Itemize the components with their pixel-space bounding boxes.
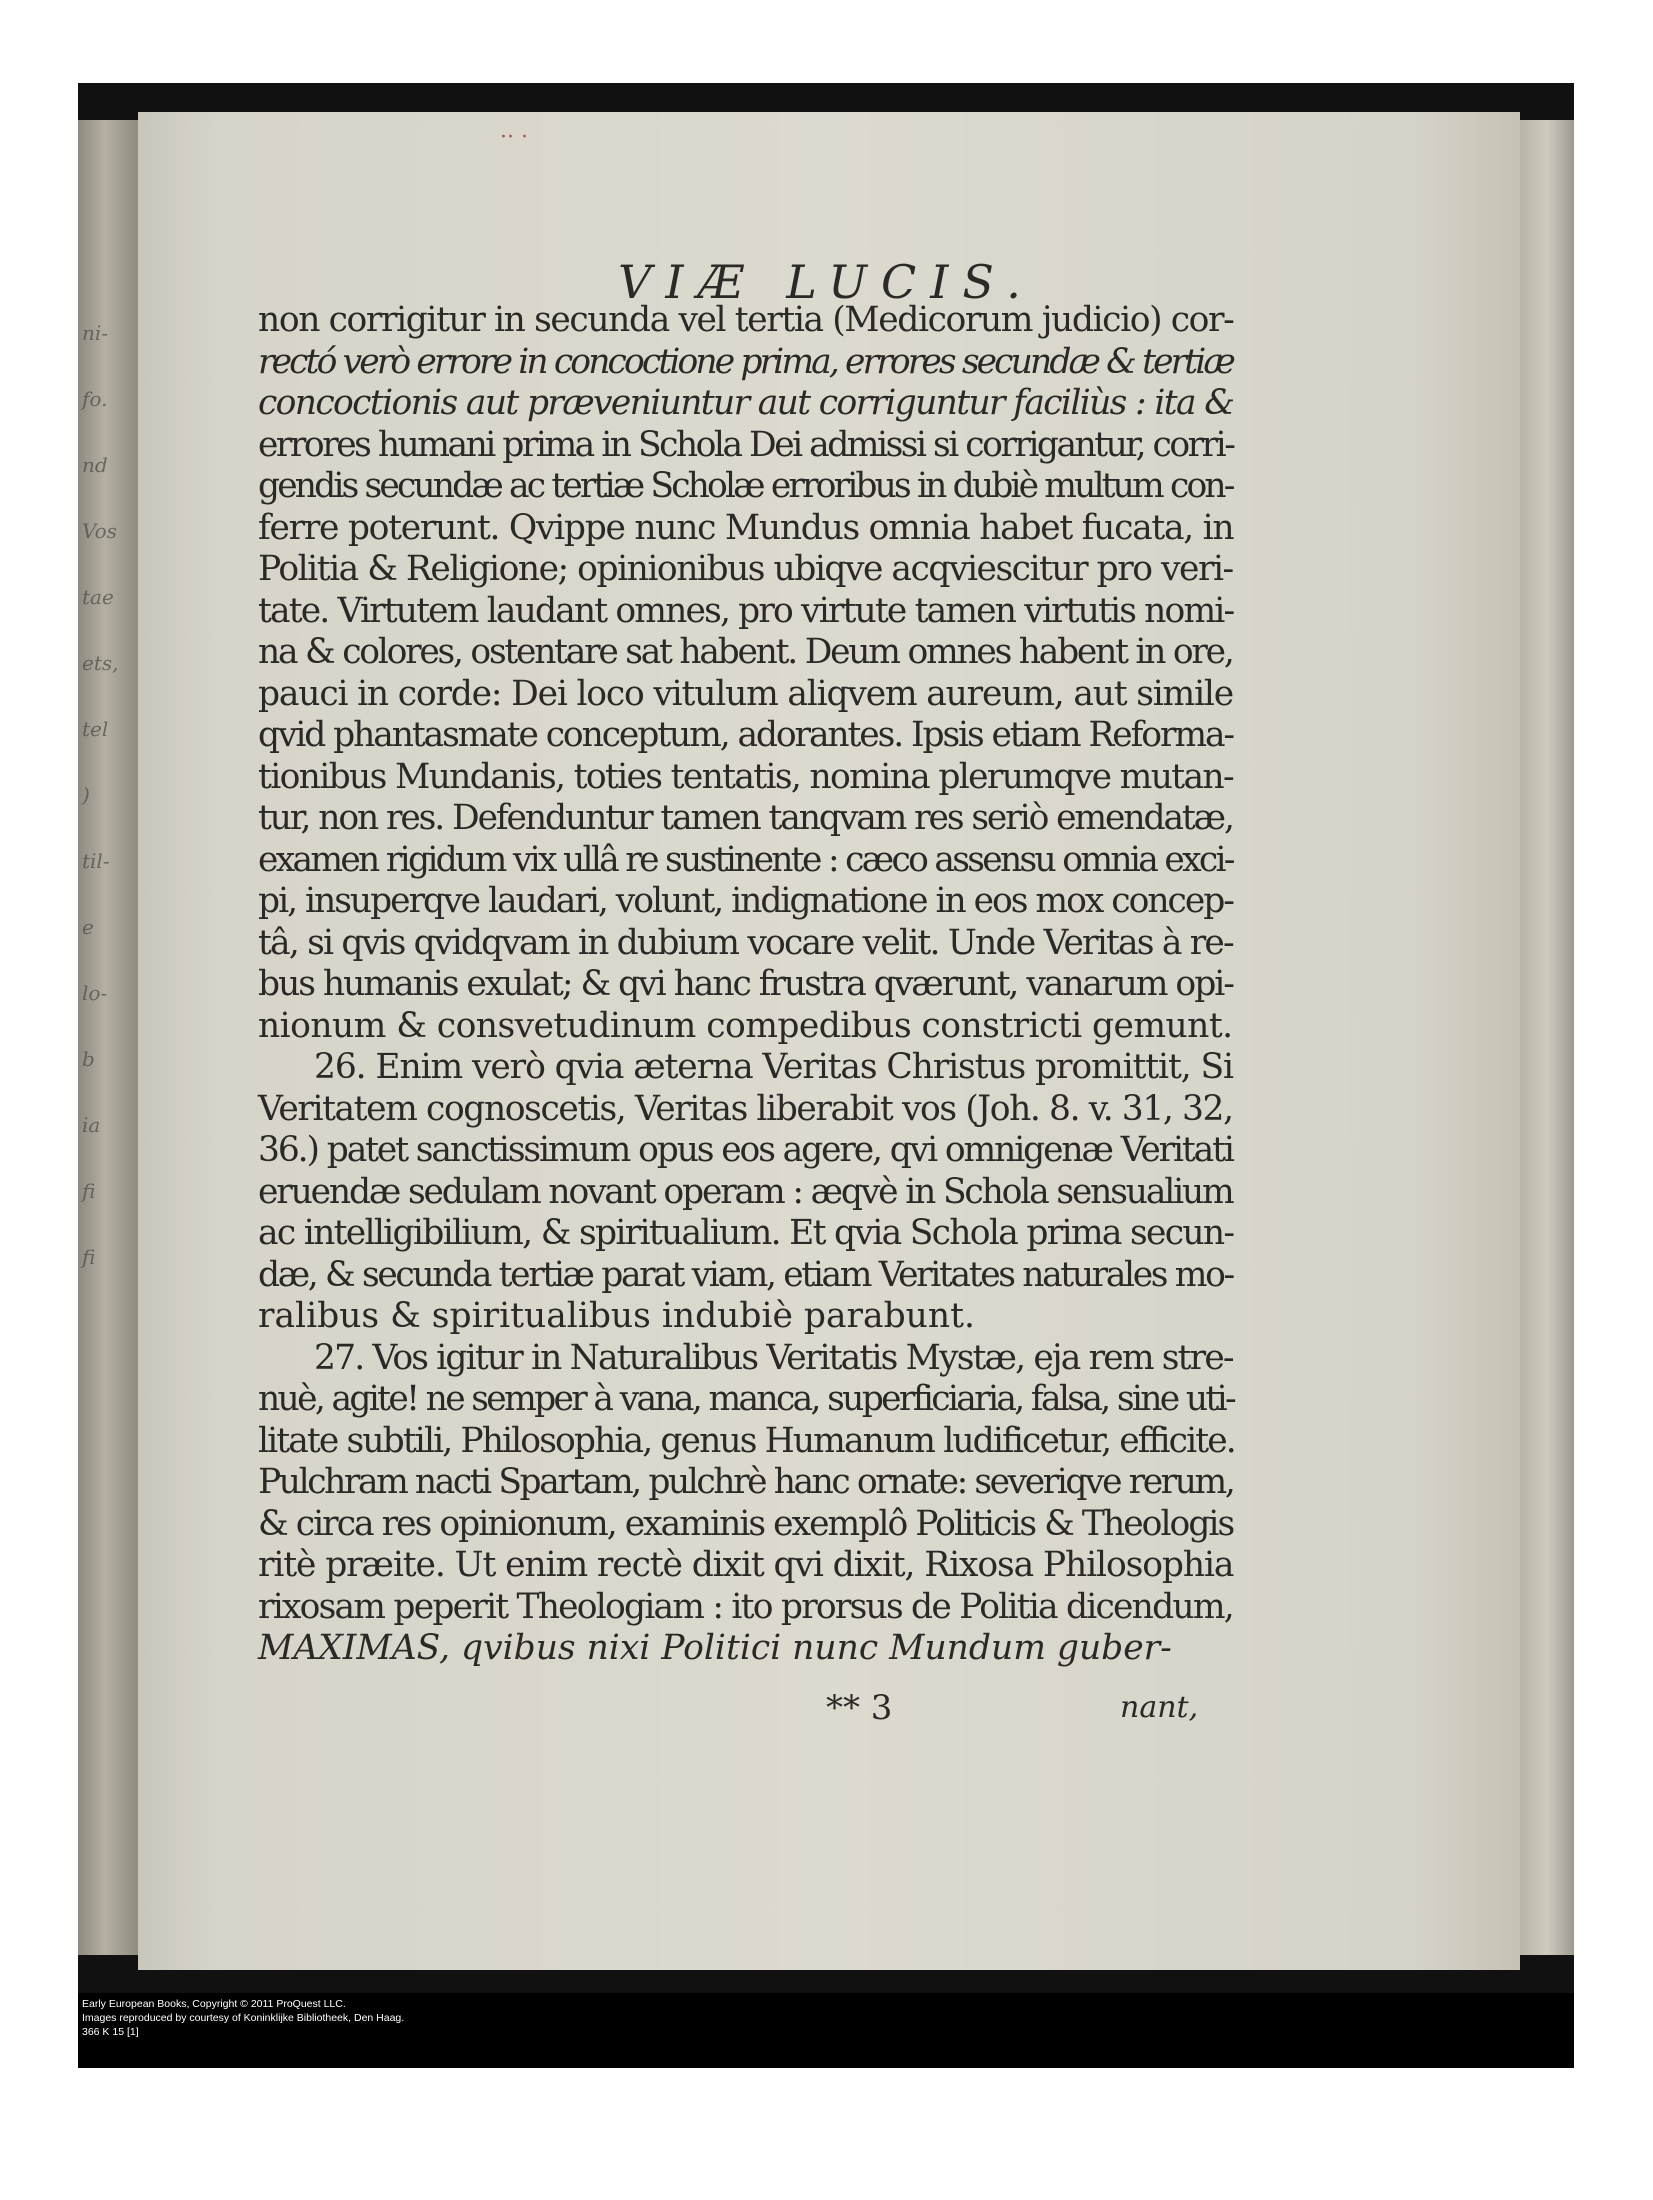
text-line: nionum & consvetudinum compedibus constricti gemunt. (258, 1005, 1233, 1046)
previous-page-fragment: ) (82, 783, 90, 807)
text-line: dæ, & secunda tertiæ parat viam, etiam Veritates naturales mo- (258, 1254, 1233, 1295)
text-line: 26. Enim verò qvia æterna Veritas Christus promittit, Si (314, 1047, 1233, 1087)
previous-page-fragment: e (82, 915, 94, 939)
text-line: bus humanis exulat; & qvi hanc frustra qværunt, vanarum opi- (258, 964, 1233, 1004)
previous-page-fragment: fi (82, 1245, 96, 1269)
text-line: examen rigidum vix ullâ re sustinente : cæco assensu omnia exci- (258, 839, 1233, 880)
text-line: tionibus Mundanis, toties tentatis, nomina plerumqve mutan- (258, 756, 1233, 797)
footer-line-copyright: Early European Books, Copyright © 2011 ProQuest LLC. (82, 1998, 346, 2010)
text-line: Pulchram nacti Spartam, pulchrè hanc ornate: severiqve rerum, (258, 1462, 1234, 1502)
footer-line-shelfmark: 366 K 15 [1] (82, 2026, 139, 2038)
previous-page-fragment: ets, (82, 651, 119, 675)
previous-page-fragment: Vos (82, 519, 117, 543)
text-line: tur, non res. Defenduntur tamen tanqvam res seriò emendatæ, (258, 798, 1233, 838)
text-line: rectó verò errore in concoctione prima, errores secundæ & tertiæ (258, 341, 1233, 382)
text-line: pauci in corde: Dei loco vitulum aliqvem aureum, aut simile (258, 673, 1234, 714)
text-line: gendis secundæ ac tertiæ Scholæ erroribus in dubiè multum con- (258, 466, 1233, 506)
text-line: na & colores, ostentare sat habent. Deum omnes habent in ore, (258, 632, 1233, 672)
text-line: 36.) patet sanctissimum opus eos agere, qvi omnigenæ Veritati (258, 1130, 1233, 1170)
previous-page-fragment: tae (82, 585, 114, 609)
text-line: eruendæ sedulam novant operam : æqvè in Schola sensualium (258, 1171, 1233, 1212)
text-line: Politia & Religione; opinionibus ubiqve acqviescitur pro veri- (258, 549, 1233, 589)
text-line: rixosam peperit Theologiam : ito prorsus de Politia dicendum, (258, 1586, 1233, 1627)
text-line: non corrigitur in secunda vel tertia (Medicorum judicio) cor- (258, 300, 1234, 340)
previous-page-fragment: nd (82, 453, 108, 477)
text-line: ac intelligibilium, & spiritualium. Et qvia Schola prima secun- (258, 1213, 1234, 1253)
binding-edge (1520, 120, 1574, 1955)
previous-page-fragments (82, 300, 132, 1269)
text-line: pi, insuperqve laudari, volunt, indignatione in eos mox concep- (258, 881, 1233, 921)
text-line: qvid phantasmate conceptum, adorantes. Ipsis etiam Reforma- (258, 715, 1233, 755)
previous-page-fragment: fo. (82, 387, 108, 411)
text-line: nuè, agite! ne semper à vana, manca, superficiaria, falsa, sine uti- (258, 1379, 1234, 1419)
page-body-text (258, 300, 1233, 1670)
previous-page-fragment: ia (82, 1113, 101, 1137)
text-line: concoctionis aut præveniuntur aut corriguntur faciliùs : ita & (258, 383, 1234, 423)
previous-page-fragment: b (82, 1047, 95, 1071)
footer-line-courtesy: Images reproduced by courtesy of Koninklijke Bibliotheek, Den Haag. (82, 2012, 405, 2024)
previous-page-fragment: lo- (82, 981, 108, 1005)
text-line: tâ, si qvis qvidqvam in dubium vocare velit. Unde Veritas à re- (258, 922, 1233, 963)
text-line: ralibus & spiritualibus indubiè parabunt. (258, 1296, 975, 1336)
text-line: Veritatem cognoscetis, Veritas liberabit vos (Joh. 8. v. 31, 32, (258, 1088, 1233, 1129)
text-line: ferre poterunt. Qvippe nunc Mundus omnia habet fucata, in (258, 507, 1234, 548)
running-head: VIÆ LUCIS. (618, 255, 1035, 309)
text-line: 27. Vos igitur in Naturalibus Veritatis Mystæ, eja rem stre- (314, 1337, 1233, 1378)
text-line: tate. Virtutem laudant omnes, pro virtute tamen virtutis nomi- (258, 590, 1234, 631)
text-line: errores humani prima in Schola Dei admissi si corrigantur, corri- (258, 424, 1234, 465)
previous-page-fragment: ni- (82, 321, 109, 345)
text-line: litate subtili, Philosophia, genus Humanum ludificetur, efficite. (258, 1420, 1235, 1461)
ink-mark: ·· · (500, 125, 528, 150)
signature-mark: ** 3 (826, 1688, 893, 1728)
text-line: MAXIMAS, qvibus nixi Politici nunc Mundum guber- (258, 1628, 1172, 1668)
previous-page-fragment: til- (82, 849, 110, 873)
copyright-footer (78, 1993, 1574, 2068)
text-line: ritè præite. Ut enim rectè dixit qvi dixit, Rixosa Philosophia (258, 1545, 1234, 1585)
text-line: & circa res opinionum, examinis exemplô Politicis & Theologis (258, 1503, 1234, 1544)
previous-page-fragment: tel (82, 717, 109, 741)
catchword: nant, (1120, 1690, 1199, 1725)
previous-page-fragment: fi (82, 1179, 96, 1203)
